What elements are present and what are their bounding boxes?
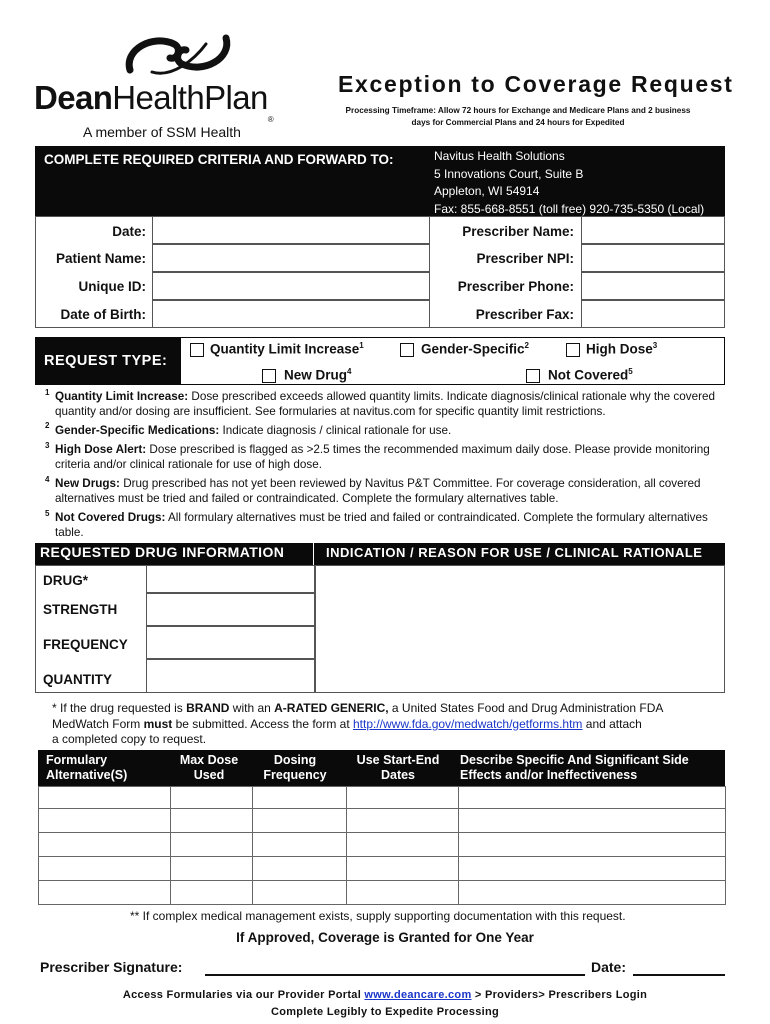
form-title: Exception to Coverage Request — [338, 71, 734, 97]
quantity-label: QUANTITY — [43, 672, 112, 687]
frequency-label: FREQUENCY — [43, 637, 128, 652]
provider-portal-note — [0, 989, 770, 1001]
note-title: New Drugs: — [55, 477, 120, 490]
note-text: and attach — [582, 716, 642, 731]
deancare-link[interactable]: www.deancare.com — [364, 989, 472, 1001]
note-text: with an — [229, 701, 275, 715]
date-field[interactable] — [152, 216, 430, 244]
prescriber-fax-field[interactable] — [581, 300, 725, 328]
quantity-limit-option — [210, 341, 364, 357]
prescriber-phone-field[interactable] — [581, 272, 725, 300]
col-header-line: Used — [193, 768, 225, 782]
note-text: Indicate diagnosis / clinical rationale for use. — [219, 424, 452, 437]
alternative-table-cell[interactable] — [38, 856, 171, 881]
new-drug-option — [284, 367, 351, 383]
address-line: Navitus Health Solutions — [434, 149, 565, 163]
requested-drug-heading: REQUESTED DRUG INFORMATION — [40, 544, 285, 560]
alternative-table-cell[interactable] — [346, 786, 459, 809]
legibility-note: Complete Legibly to Expedite Processing — [270, 1006, 500, 1018]
address-line: Appleton, WI 54914 — [434, 184, 540, 198]
brand-generic-note — [52, 701, 732, 748]
note-quantity-limit — [55, 390, 715, 419]
note-number: 3 — [45, 441, 50, 450]
alternative-table-cell[interactable] — [252, 856, 347, 881]
col-header-line: Describe Specific And Significant Side — [460, 753, 689, 767]
forward-to-address — [434, 148, 704, 218]
prescriber-name-field[interactable] — [581, 216, 725, 244]
processing-timeframe: Processing Timeframe: Allow 72 hours for Exchange and Medicare Plans and 2 business days for Commercial Plans and 24 hours for Expedited — [345, 106, 691, 127]
note-text: All formulary alternatives must be tried and failed or contraindicated. Complete the formulary alternatives table. — [55, 511, 708, 539]
alternative-table-cell[interactable] — [458, 808, 726, 833]
clinical-rationale-field[interactable] — [315, 565, 725, 693]
gender-specific-checkbox[interactable] — [400, 343, 414, 357]
date-of-birth-label: Date of Birth: — [60, 307, 146, 322]
drug-label: DRUG* — [43, 573, 89, 588]
unique-id-label: Unique ID: — [78, 279, 146, 294]
col-use-dates — [345, 753, 451, 783]
alternative-table-cell[interactable] — [170, 880, 253, 905]
option-label: Gender-Specific — [421, 341, 525, 357]
alternative-table-cell[interactable] — [170, 832, 253, 857]
alternative-table-cell[interactable] — [38, 786, 171, 809]
brand-note-line-3: a completed copy to request. — [52, 732, 207, 746]
alternative-table-cell[interactable] — [170, 808, 253, 833]
new-drug-checkbox[interactable] — [262, 369, 276, 383]
alternative-table-cell[interactable] — [170, 786, 253, 809]
signature-date-label: Date: — [591, 959, 627, 975]
gender-specific-option — [421, 341, 529, 357]
option-label: New Drug — [284, 367, 348, 383]
strength-label: STRENGTH — [43, 602, 118, 617]
prescriber-name-label: Prescriber Name: — [462, 224, 574, 239]
note-text: a United States Food and Drug Administration FDA — [388, 701, 664, 715]
note-gender-specific — [55, 424, 715, 439]
footer-text: Access Formularies via our Provider Portal — [122, 989, 365, 1001]
footer-text: > Providers> Prescribers Login — [471, 989, 648, 1001]
not-covered-checkbox[interactable] — [526, 369, 540, 383]
note-text: be submitted. Access the form at — [172, 716, 353, 731]
alternative-table-cell[interactable] — [458, 856, 726, 881]
option-footnote: 3 — [652, 341, 658, 350]
col-header-line: Dates — [380, 768, 416, 782]
col-formulary-alternative — [46, 753, 127, 783]
logo-name-bold: Dean — [34, 79, 113, 116]
alternative-table-cell[interactable] — [346, 856, 459, 881]
col-side-effects — [460, 753, 689, 783]
high-dose-option — [586, 341, 657, 357]
date-label: Date: — [112, 224, 146, 239]
address-line: 5 Innovations Court, Suite B — [434, 166, 584, 181]
alternative-table-cell[interactable] — [170, 856, 253, 881]
brand-note-line-1 — [52, 701, 732, 717]
col-header-line: Effects and/or Ineffectiveness — [460, 768, 638, 782]
prescriber-signature-label: Prescriber Signature: — [40, 959, 183, 975]
unique-id-field[interactable] — [152, 272, 430, 300]
alternative-table-cell[interactable] — [38, 880, 171, 905]
col-max-dose — [170, 753, 248, 783]
logo-reg-mark: ® — [267, 115, 274, 124]
option-label: High Dose — [586, 341, 653, 357]
must-emphasis: must — [143, 716, 173, 731]
col-header-line: Frequency — [263, 768, 327, 782]
alternative-table-cell[interactable] — [458, 832, 726, 857]
note-number: 1 — [45, 388, 50, 397]
logo-name-light: HealthPlan — [112, 79, 268, 116]
prescriber-fax-label: Prescriber Fax: — [475, 307, 574, 322]
date-of-birth-field[interactable] — [152, 300, 430, 328]
signature-line[interactable] — [205, 974, 585, 976]
prescriber-phone-label: Prescriber Phone: — [457, 279, 574, 294]
not-covered-option — [548, 367, 633, 383]
logo-wordmark — [34, 78, 274, 124]
quantity-field[interactable] — [146, 659, 315, 693]
brand-note-line-2 — [52, 717, 732, 733]
col-header-line: Alternative(S) — [46, 768, 128, 782]
note-text: * If the drug requested is — [52, 701, 187, 715]
note-number: 5 — [45, 509, 50, 518]
indication-heading: INDICATION / REASON FOR USE / CLINICAL RATIONALE — [326, 545, 703, 560]
complex-management-note: ** If complex medical management exists, supply supporting documentation with this request. — [130, 909, 626, 923]
strength-field[interactable] — [146, 593, 315, 626]
col-header-line: Max Dose — [179, 753, 239, 767]
note-high-dose — [55, 443, 715, 472]
note-text: MedWatch Form — [52, 716, 144, 731]
option-footnote: 1 — [359, 341, 364, 350]
address-line: Fax: 855-668-8551 (toll free) 920-735-5350 (Local) — [434, 201, 705, 216]
alternative-table-cell[interactable] — [458, 880, 726, 905]
option-footnote: 2 — [524, 341, 529, 350]
col-header-line: Formulary — [46, 753, 108, 767]
alternative-table-cell[interactable] — [458, 786, 726, 809]
alternative-table-cell[interactable] — [346, 808, 459, 833]
alternative-table-cell[interactable] — [252, 786, 347, 809]
approval-statement: If Approved, Coverage is Granted for One Year — [236, 930, 534, 945]
option-label: Not Covered — [548, 367, 629, 383]
prescriber-npi-field[interactable] — [581, 244, 725, 272]
alternative-table-cell[interactable] — [38, 808, 171, 833]
prescriber-npi-label: Prescriber NPI: — [476, 251, 574, 266]
option-footnote: 5 — [628, 367, 633, 376]
dean-logo-icon — [122, 30, 234, 78]
note-number: 4 — [45, 475, 50, 484]
frequency-field[interactable] — [146, 626, 315, 659]
note-title: High Dose Alert: — [55, 443, 147, 456]
col-header-line: Use Start-End — [356, 753, 440, 767]
alternative-table-cell[interactable] — [346, 880, 459, 905]
note-text: Dose prescribed exceeds allowed quantity limits. Indicate diagnosis/clinical rationale why the covered quantity and/or dosing are insufficient. See formularies at navitus.com for specific quantity limit restrictions. — [55, 390, 716, 418]
alternative-table-cell[interactable] — [252, 832, 347, 857]
note-text: Dose prescribed is flagged as >2.5 times the recommended maximum daily dose. Please provide monitoring criteria and/or clinical rationale for use of high dose. — [55, 443, 710, 471]
alternative-table-cell[interactable] — [38, 832, 171, 857]
note-text: Drug prescribed has not yet been reviewed by Navitus P&T Committee. For coverage consideration, all covered alternatives must be tried and failed or contraindicated. Complete the formulary alternatives table. — [55, 477, 701, 505]
signature-date-line[interactable] — [633, 974, 725, 976]
alternative-table-cell[interactable] — [346, 832, 459, 857]
note-new-drugs — [55, 477, 715, 506]
note-not-covered — [55, 511, 715, 540]
high-dose-checkbox[interactable] — [566, 343, 580, 357]
option-footnote: 4 — [347, 367, 352, 376]
col-dosing-frequency — [252, 753, 338, 783]
request-type-label: REQUEST TYPE: — [44, 353, 168, 369]
note-number: 2 — [45, 421, 50, 430]
alternative-table-cell[interactable] — [252, 808, 347, 833]
note-title: Gender-Specific Medications: — [55, 424, 220, 437]
note-title: Not Covered Drugs: — [55, 511, 166, 524]
patient-name-field[interactable] — [152, 244, 430, 272]
logo-tagline: A member of SSM Health — [83, 124, 241, 140]
note-title: Quantity Limit Increase: — [55, 390, 189, 403]
patient-name-label: Patient Name: — [55, 251, 146, 266]
option-label: Quantity Limit Increase — [210, 341, 360, 357]
quantity-limit-checkbox[interactable] — [190, 343, 204, 357]
generic-emphasis: A-RATED GENERIC, — [274, 701, 389, 715]
header-divider — [313, 543, 314, 565]
col-header-line: Dosing — [273, 753, 317, 767]
drug-field[interactable] — [146, 565, 315, 593]
alternatives-table-body — [38, 786, 725, 904]
forward-to-label: COMPLETE REQUIRED CRITERIA AND FORWARD TO: — [44, 152, 394, 167]
brand-emphasis: BRAND — [186, 701, 230, 715]
alternative-table-cell[interactable] — [252, 880, 347, 905]
fda-medwatch-link[interactable]: http://www.fda.gov/medwatch/getforms.htm — [353, 716, 583, 731]
